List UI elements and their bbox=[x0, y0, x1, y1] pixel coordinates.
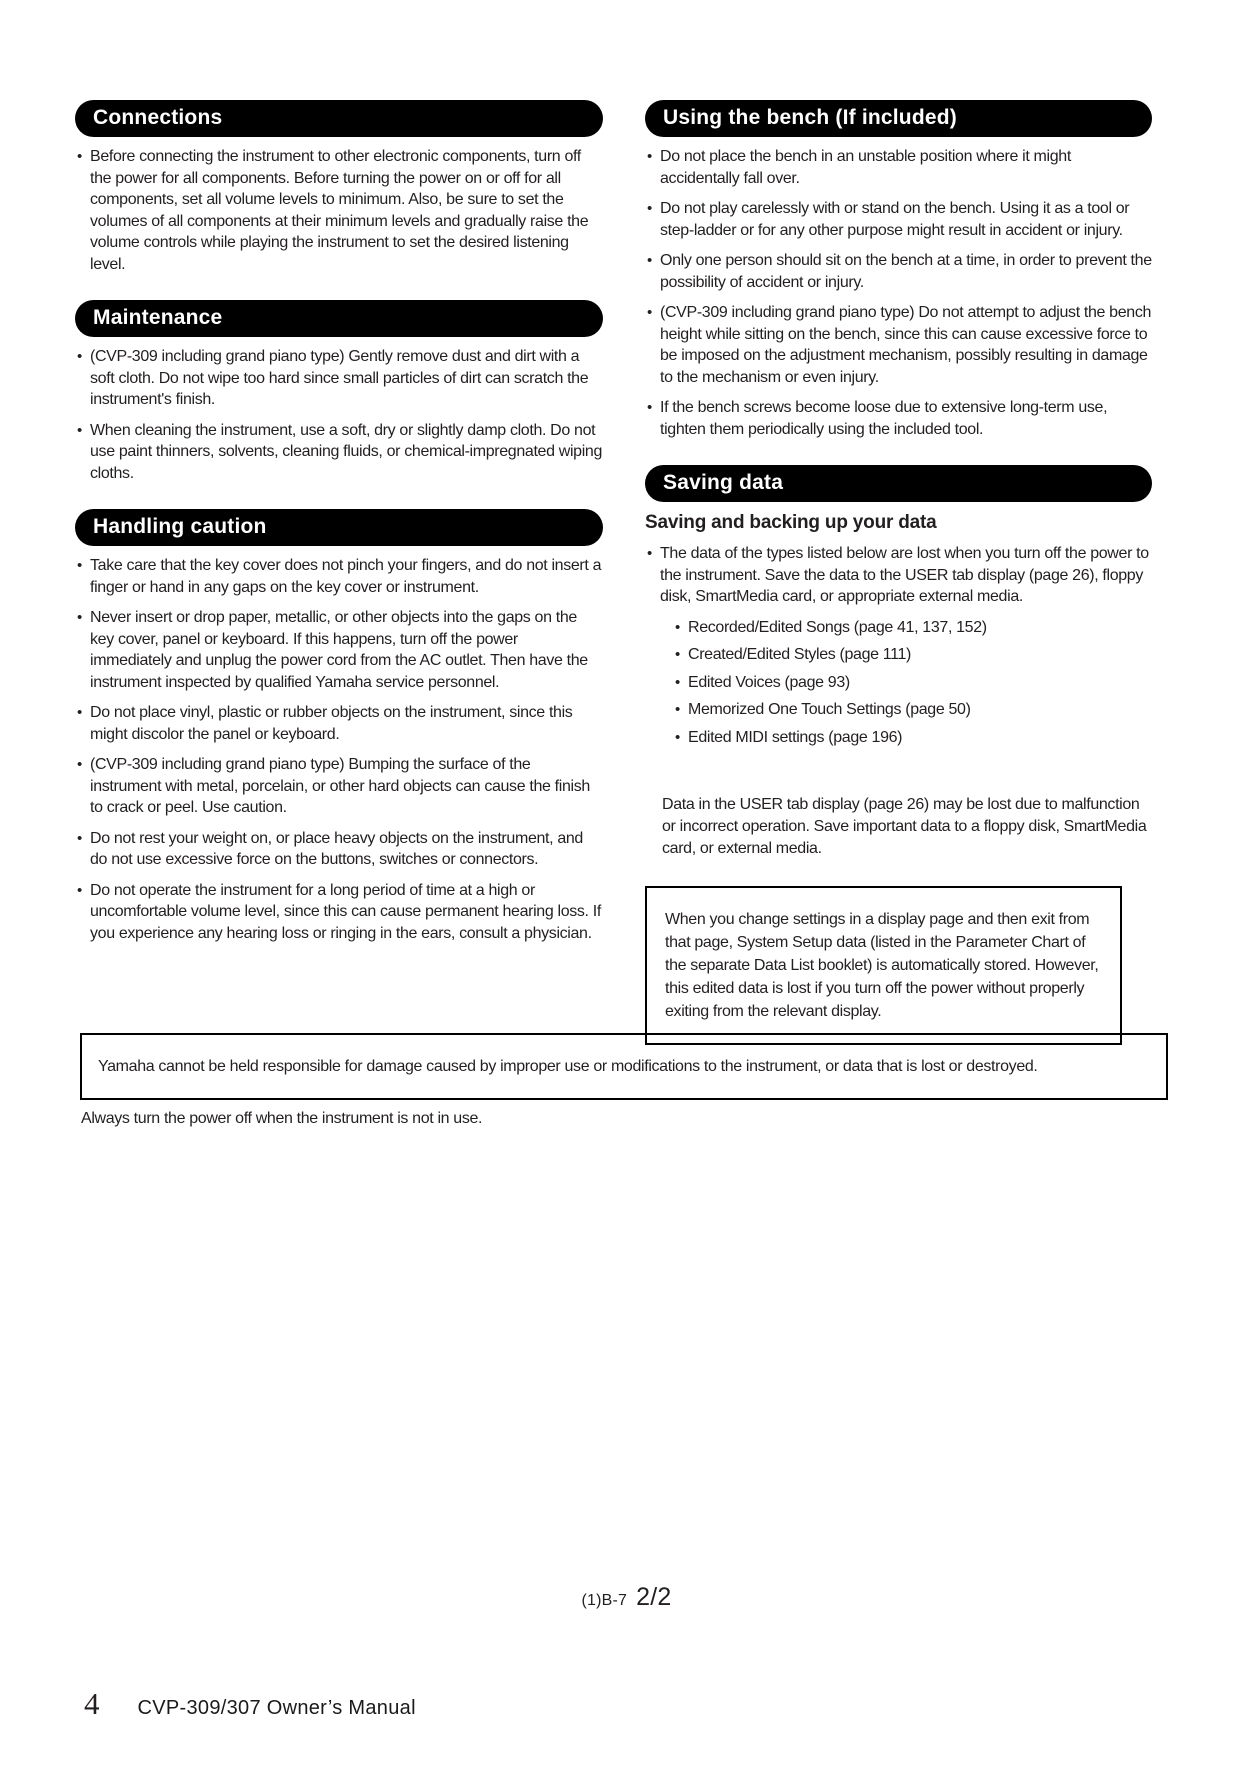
bullet-item bbox=[75, 346, 603, 411]
bullet-text: The data of the types listed below are lost when you turn off the power to the instrument. Save the data to the USER tab display (page 26), floppy disk, SmartMedia card, or appropriate external media. bbox=[660, 545, 1149, 605]
page-footer bbox=[84, 1686, 416, 1722]
bullet-text: Take care that the key cover does not pinch your fingers, and do not insert a finger or hand in any gaps on the key cover or instrument. bbox=[90, 557, 602, 596]
section-title: Maintenance bbox=[93, 306, 223, 329]
bullet-icon: • bbox=[647, 304, 652, 321]
sub-bullet-text: Recorded/Edited Songs (page 41, 137, 152) bbox=[688, 618, 987, 636]
bullet-icon: • bbox=[77, 348, 82, 365]
bullet-icon: • bbox=[675, 646, 680, 663]
sub-bullet-text: Edited MIDI settings (page 196) bbox=[688, 728, 903, 746]
bullet-icon: • bbox=[647, 148, 652, 165]
bullet-text: Do not play carelessly with or stand on the bench. Using it as a tool or step-ladder or for any other purpose might result in accident or injury. bbox=[660, 200, 1130, 239]
system-setup-note-text: When you change settings in a display page and then exit from that page, System Setup data (listed in the Parameter Chart of the separate Data List booklet) is automatically stored. However, this edited data is lost if you turn off the power without properly exiting from the relevant display. bbox=[665, 911, 1099, 1020]
bullet-icon: • bbox=[675, 618, 680, 636]
bullet-item bbox=[75, 828, 603, 871]
bullet-text: (CVP-309 including grand piano type) Do not attempt to adjust the bench height while sitting on the bench, since this can cause excessive force to be imposed on the adjustment mechanism, possibly resulting in damage to the mechanism or even injury. bbox=[660, 304, 1152, 386]
saving-data-bullet-list bbox=[645, 543, 1152, 748]
page-number: 4 bbox=[84, 1686, 100, 1721]
section-header-connections bbox=[75, 100, 603, 137]
connections-bullet-list bbox=[75, 146, 603, 275]
disclaimer-text: Yamaha cannot be held responsible for damage caused by improper use or modifications to the instrument, or data that is lost or destroyed. bbox=[98, 1057, 1038, 1075]
bullet-icon: • bbox=[77, 148, 82, 165]
print-code: (1)B-7 bbox=[581, 1592, 628, 1609]
handling-caution-bullet-list bbox=[75, 555, 603, 944]
bullet-icon: • bbox=[647, 200, 652, 217]
bullet-item bbox=[645, 302, 1152, 388]
power-off-note: Always turn the power off when the instrument is not in use. bbox=[81, 1110, 483, 1127]
bullet-item bbox=[75, 146, 603, 275]
bullet-text: Only one person should sit on the bench at a time, in order to prevent the possibility of accident or injury. bbox=[660, 252, 1152, 291]
sub-bullet-item bbox=[673, 617, 1152, 639]
bullet-text: If the bench screws become loose due to extensive long-term use, tighten them periodically using the included tool. bbox=[660, 399, 1108, 438]
print-code-line bbox=[0, 1583, 1253, 1612]
bullet-icon: • bbox=[77, 881, 82, 899]
sub-bullet-item bbox=[673, 727, 1152, 749]
sub-bullet-text: Edited Voices (page 93) bbox=[688, 673, 850, 691]
bullet-icon: • bbox=[675, 673, 680, 691]
section-header-saving-data bbox=[645, 465, 1152, 502]
bullet-text: Do not operate the instrument for a long period of time at a high or uncomfortable volume level, since this can cause permanent hearing loss. If you experience any hearing loss or ringing in the ears, consult a physician. bbox=[90, 881, 601, 942]
section-title: Using the bench (If included) bbox=[663, 106, 957, 129]
bullet-text: Do not place the bench in an unstable position where it might accidentally fall over. bbox=[660, 148, 1071, 187]
section-title: Connections bbox=[93, 106, 223, 129]
bullet-icon: • bbox=[647, 252, 652, 269]
bullet-item bbox=[75, 420, 603, 485]
bullet-item bbox=[645, 250, 1152, 293]
section-header-handling-caution bbox=[75, 509, 603, 546]
bullet-text: Never insert or drop paper, metallic, or other objects into the gaps on the key cover, panel or keyboard. If this happens, turn off the power immediately and unplug the power cord from the AC outlet. Then have the instrument inspected by qualified Yamaha service personnel. bbox=[90, 609, 588, 691]
sub-bullet-item bbox=[673, 672, 1152, 694]
section-title: Saving data bbox=[663, 471, 784, 494]
bullet-item bbox=[75, 702, 603, 745]
bullet-item bbox=[645, 397, 1152, 440]
bullet-icon: • bbox=[675, 701, 680, 718]
bullet-item bbox=[75, 555, 603, 598]
bullet-text: When cleaning the instrument, use a soft, dry or slightly damp cloth. Do not use paint thinners, solvents, cleaning fluids, or chemical-impregnated wiping cloths. bbox=[90, 421, 603, 482]
bullet-item bbox=[645, 543, 1152, 608]
user-tab-warning-text: Data in the USER tab display (page 26) may be lost due to malfunction or incorrect operation. Save important data to a floppy disk, SmartMedia card, or external media. bbox=[662, 796, 1147, 857]
maintenance-bullet-list bbox=[75, 346, 603, 484]
sheet-number: 2/2 bbox=[636, 1583, 672, 1611]
manual-title: CVP-309/307 Owner’s Manual bbox=[137, 1697, 416, 1719]
bullet-icon: • bbox=[77, 421, 82, 439]
bullet-icon: • bbox=[647, 399, 652, 416]
right-column bbox=[645, 100, 1152, 1045]
bullet-item bbox=[75, 607, 603, 693]
sub-bullet-text: Created/Edited Styles (page 111) bbox=[688, 646, 912, 663]
bullet-text: Do not place vinyl, plastic or rubber objects on the instrument, since this might discolor the panel or keyboard. bbox=[90, 704, 573, 743]
bullet-icon: • bbox=[77, 704, 82, 721]
section-header-using-the-bench bbox=[645, 100, 1152, 137]
bullet-text: Do not rest your weight on, or place heavy objects on the instrument, and do not use excessive force on the buttons, switches or connectors. bbox=[90, 829, 583, 868]
bullet-item bbox=[75, 880, 603, 945]
section-title: Handling caution bbox=[93, 515, 267, 538]
bullet-text: (CVP-309 including grand piano type) Gently remove dust and dirt with a soft cloth. Do not wipe too hard since small particles of dirt can scratch the instrument's finish. bbox=[90, 348, 589, 408]
system-setup-note-box bbox=[645, 886, 1122, 1045]
bullet-icon: • bbox=[77, 609, 82, 626]
bullet-icon: • bbox=[77, 756, 82, 773]
saving-data-subheading: Saving and backing up your data bbox=[645, 512, 937, 533]
bench-bullet-list bbox=[645, 146, 1152, 440]
bullet-item bbox=[75, 754, 603, 819]
disclaimer-box bbox=[80, 1033, 1168, 1100]
section-header-maintenance bbox=[75, 300, 603, 337]
sub-bullet-item bbox=[673, 644, 1152, 666]
sub-bullet-item bbox=[673, 699, 1152, 721]
left-column bbox=[75, 100, 603, 953]
bullet-item bbox=[645, 198, 1152, 241]
bullet-item bbox=[645, 146, 1152, 189]
bullet-text: (CVP-309 including grand piano type) Bumping the surface of the instrument with metal, porcelain, or other hard objects can cause the finish to crack or peel. Use caution. bbox=[90, 756, 590, 816]
bullet-icon: • bbox=[77, 829, 82, 847]
bullet-icon: • bbox=[675, 728, 680, 746]
sub-bullet-text: Memorized One Touch Settings (page 50) bbox=[688, 701, 971, 718]
bullet-icon: • bbox=[647, 545, 652, 562]
bullet-icon: • bbox=[77, 557, 82, 574]
bullet-text: Before connecting the instrument to other electronic components, turn off the power for all components. Before turning the power on or off for all components, set all volume levels to minimum. Also, be sure to set the volumes of all components at their minimum levels and gradually raise the volume controls while playing the instrument to set the desired listening level. bbox=[90, 148, 589, 273]
data-types-sub-list bbox=[673, 617, 1152, 749]
